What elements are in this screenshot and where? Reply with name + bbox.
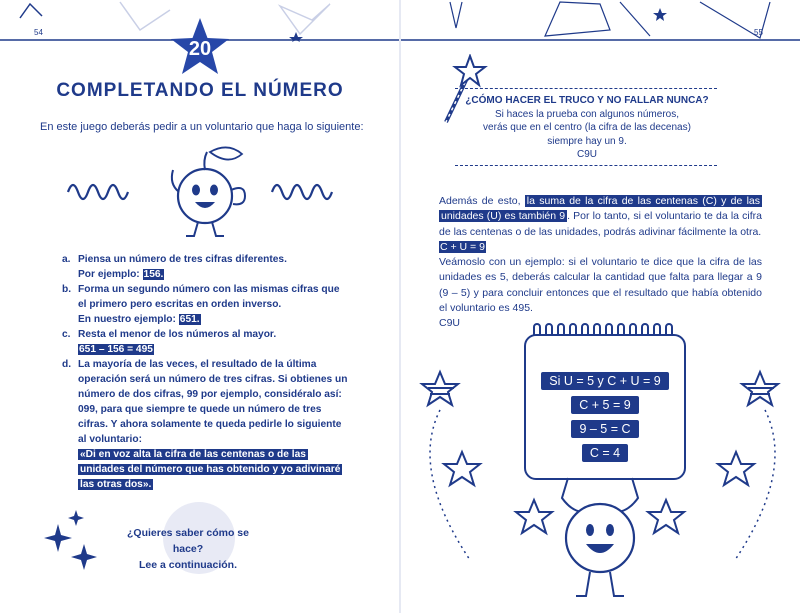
step-d: d. La mayoría de las veces, el resultado de la última operación será un número de tres cifras. Si obtienes un número de dos cifras, 99 por ejemplo, considéralo así: 099, para que siempre te quede un número de tres cifras. Y ahora solamente te queda pedirle lo siguiente al voluntario: «Di en voz alta la cifra de las centenas o de las unidades del número que has obtenido y yo adivinaré las otras dos». [62,359,348,490]
tip-divider-top [455,88,717,89]
formula-highlight: C + U = 9 [440,240,485,253]
step-a: a. Piensa un número de tres cifras diferentes. Por ejemplo: 156. [62,254,287,280]
explanation-text: Además de esto, la suma de la cifra de las centenas (C) y de las unidades (U) es también 9 . Por lo tanto, si el voluntario te da la cifra de las centenas o de las unidades, podrás adivinar fácilmente la otra. C + U = 9 Veámoslo con un ejemplo: si el voluntario te dice que la cifra de las unidades es 5, deberás calcular la cantidad que falta para llegar a 9 (9 – 5) y para concluir entonces que el resultado que había obtenido el voluntario es 495. C9U [439,195,762,330]
star-icon [653,8,667,21]
tip-divider-bottom [455,165,717,166]
quote-highlight: «Di en voz alta la cifra de las centenas o de las unidades del número que has obtenido y yo adivinaré las otras dos». [80,449,341,490]
equation-4: C = 4 [582,444,628,462]
star-icon [516,500,552,533]
sparkles-icon [42,508,102,574]
step-b: b. Forma un segundo número con las mismas cifras que el primero pero escritas en orden inverso. En nuestro ejemplo: 651. [62,284,340,325]
mascot-with-stars-illustration [410,360,800,610]
intro-text: En este juego deberás pedir a un voluntario que haga lo siguiente: [40,121,364,133]
example-highlight: 156. [143,269,164,280]
apple-mascot-illustration [60,140,350,240]
star-icon [718,452,754,485]
star-icon [648,500,684,533]
game-number: 20 [188,38,212,60]
equation-3: 9 – 5 = C [571,420,638,438]
equation-2: C + 5 = 9 [571,396,638,414]
equation-1: Si U = 5 y C + U = 9 [541,372,669,390]
star-icon [444,452,480,485]
sum-highlight: la suma de la cifra de las centenas (C) y de las unidades (U) es también 9 [441,195,760,223]
tip-box: ¿CÓMO HACER EL TRUCO Y NO FALLAR NUNCA? Si haces la prueba con algunos números, verás que en el centro (la cifra de las decenas) siempre hay un 9. C9U [465,95,709,160]
example-highlight: 651 – 156 = 495 [79,344,153,355]
example-highlight: 651. [179,314,200,325]
step-c: c. Resta el menor de los números al mayor. 651 – 156 = 495 [62,329,277,355]
question-text: ¿Quieres saber cómo se hace? Lee a continuación. [127,527,249,571]
page-number-right: 55 [754,28,763,37]
page-title: COMPLETANDO EL NÚMERO [56,80,344,101]
page-number-left: 54 [34,28,43,37]
steps-list [50,252,350,492]
